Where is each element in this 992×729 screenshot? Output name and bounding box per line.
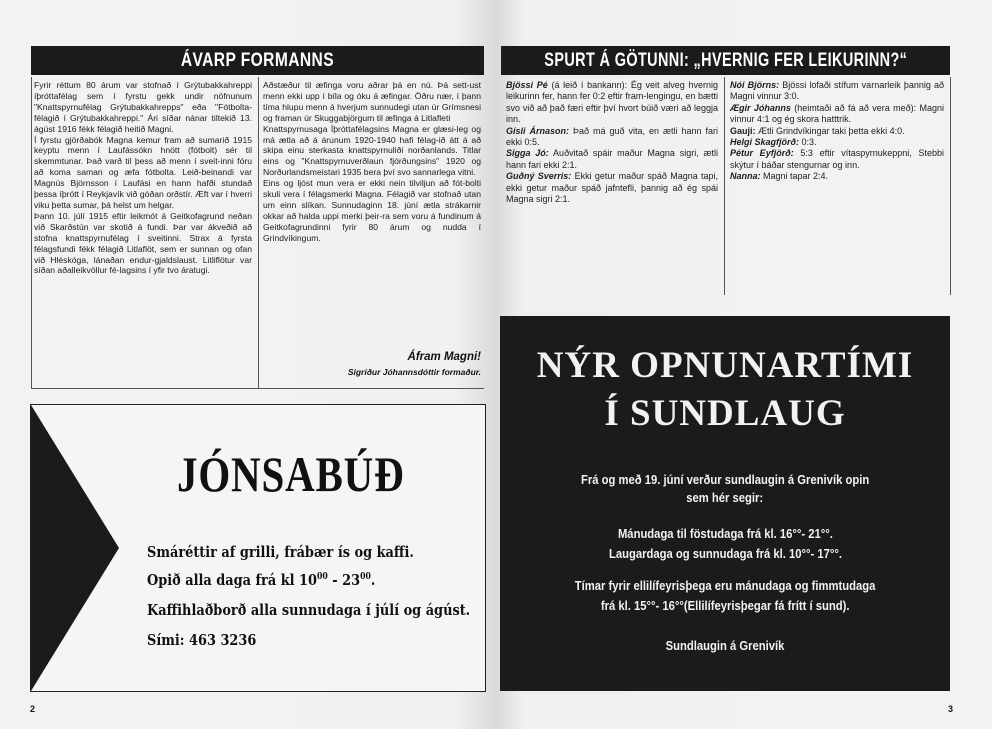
signoff-cheer: Áfram Magni!	[407, 351, 481, 363]
right-border	[950, 77, 951, 295]
jonsabud-advertisement	[30, 404, 486, 692]
poll-answer: Bjössi Pé (á leið í bankann): Ég veit alveg hvernig leikurinn fer, hann fer 0:2 eftir fram-lengingu, en bætti svo við að það færi eftir því hvort búið væri að leggja inn.	[506, 80, 718, 125]
ad-text: sem hér segir:	[686, 491, 764, 505]
paragraph: Eins og ljóst mun vera er ekki nein tilviljun að fót-bolti skuli vera í félagsmerki Magna. Félagið var stofnað utan um einn slíkan. Sunnudaginn 18. júní ætla strákarnir okkar að halda uppi merki þeir-ra sem voru á fundinum á Geitkofagrundinni fyrir 80 árum og nudda í Grindvíkingum.	[263, 178, 481, 243]
paragraph: Í fyrstu gjörðabók Magna kemur fram að sumarið 1915 keyptu menn í Laufássókn hnött (fótbolt) sér til skemmtunar. Það varð til þess að menn í sveit-inni fóru að koma saman og æfa fótbolta. Leið-beinandi var Magnús Björnsson í Laufási en hann hafði stundað þessa íþrótt í Reykjavík við góðan orðstír. Æft var í hverri viku þetta sumar, þá helst um helgar.	[34, 134, 252, 210]
poll-answer: Helgi Skagfjörð: 0:3.	[730, 137, 817, 148]
column-divider	[258, 77, 259, 388]
paragraph: Aðstæður til æfinga voru aðrar þá en nú. Þá sett-ust menn ekki upp í bíla og óku á æfingar. Öðru nær, í þann tíma hlupu menn á hverjum sunnudegi utan úr Grímsnesi og framan úr Skuggabjörgum til æfinga á Litlafleti	[263, 80, 481, 123]
page-number-right: 3	[948, 704, 954, 714]
article-column-2	[263, 80, 481, 244]
paragraph: Fyrir réttum 80 árum var stofnað í Grýtubakkahreppi íþróttafélag sem í fyrstu gekk undir nöfnunum "Knattspyrnufélag Grýtubakkahrepps" eða "Fótbolta-félagið í Grýtubakkahreppi." Ári síðar nánar tiltekið 13. ágúst 1916 fékk félagið heitið Magni.	[34, 80, 252, 134]
ad-brand-name: JÓNSABÚÐ	[177, 446, 405, 502]
triangle-arrow-icon	[31, 405, 119, 691]
ad-text: frá kl. 15°°- 16°°(Ellilífeyrisþegar fá frítt í sund).	[600, 599, 850, 613]
ad-title-line-1: NÝR OPNUNARTÍMI	[536, 345, 914, 386]
poll-answer: Ægir Jóhanns (heimtaði að fá að vera með): Magni vinnur 4:1 og ég skora hatttrik.	[730, 102, 944, 125]
article-column-1	[34, 80, 252, 276]
ad-line-phone: Sími: 463 3236	[147, 631, 257, 649]
pool-hours-advertisement	[500, 316, 950, 691]
right-page-title: SPURT Á GÖTUNNI: „HVERNIG FER LEIKURINN?“	[544, 49, 907, 71]
left-page-title: ÁVARP FORMANNS	[180, 49, 335, 71]
ad-text: Laugardaga og sunnudaga frá kl. 10°°- 17°°.	[608, 547, 842, 561]
paragraph: Þann 10. júlí 1915 eftir leikmót á Geitkofagrund neðan við Skarðstún var skotið á fundi. Þar var ákveðið að stofna knattspyrnufélag í sveitinni. Strax á fyrsta félagsfundi fékk félagið Litlaflöt, sem er sunnan og ofan við Hléskóga, lánaðan endur-gjaldslaust. Litliflötur var síðan aðalleikvöllur fé-lagsins í yfir tvo áratugi.	[34, 210, 252, 276]
signoff-author: Sigríður Jóhannsdóttir formaður.	[347, 367, 481, 377]
bottom-rule	[31, 388, 484, 389]
ad-line-buffet: Kaffihlaðborð alla sunnudaga í júlí og ágúst.	[147, 601, 471, 619]
poll-answer: Gísli Árnason: Það má guð vita, en ætli hann fari ekki 0:5.	[506, 125, 718, 148]
poll-answer: Nanna: Magni tapar 2:4.	[730, 171, 829, 182]
left-page-title-bar	[31, 46, 484, 75]
right-page	[494, 0, 992, 729]
left-page	[0, 0, 494, 729]
poll-answer: Sigga Jó: Auðvitað spáir maður Magna sigri, ætli hann fari ekki 2:1.	[506, 148, 718, 170]
ad-text: Frá og með 19. júní verður sundlaugin á Grenivík opin	[580, 473, 870, 487]
poll-answer: Gauji: Ætli Grindvíkingar taki þetta ekki 4:0.	[730, 125, 905, 136]
ad-line-food: Smáréttir af grilli, frábær ís og kaffi.	[147, 543, 414, 561]
ad-signature: Sundlaugin á Grenivík	[665, 639, 785, 653]
poll-answer: Nói Björns: Bjössi lofaði stífum varnarleik þannig að Magni vinnur 3:0.	[730, 80, 944, 102]
street-poll-column-1	[506, 80, 718, 205]
poll-answer: Pétur Eyfjörð: 5:3 eftir vítaspyrnukeppni, Stebbi skýtur í báðar stengurnar og inn.	[730, 148, 945, 170]
right-page-title-bar	[501, 46, 950, 75]
poll-answer: Guðný Sverris: Ekki getur maður spáð Magna tapi, ekki getur maður spáð jafntefli, þannig að ég spái Magna sigri 2:1.	[506, 171, 718, 205]
ad-line-hours: Opið alla daga frá kl $10^{00} - 23^{00}$.	[147, 571, 376, 589]
paragraph: Knattspyrnusaga Íþróttafélagsins Magna er glæsi-leg og má ætla að á árunum 1920-1940 hafi félag-ið átt á að skipa einu sterkasta knattspyrnuliði norðanlands. Titlar eins og "Knattspyrnuverðlaun fjórðungsins" 1920 og Norðurlandsmeistari 1935 bera því svo sannarlega vitni.	[263, 123, 481, 178]
column-divider	[724, 77, 725, 295]
street-poll-column-2	[730, 80, 944, 183]
ad-text: Mánudaga til föstudaga frá kl. 16°°- 21°°.	[617, 527, 833, 541]
page-number-left: 2	[30, 704, 36, 714]
ad-title-line-2: Í SUNDLAUG	[604, 393, 846, 434]
left-border	[31, 77, 32, 388]
ad-text: Tímar fyrir ellilífeyrisþega eru mánudaga og fimmtudaga	[574, 579, 876, 593]
